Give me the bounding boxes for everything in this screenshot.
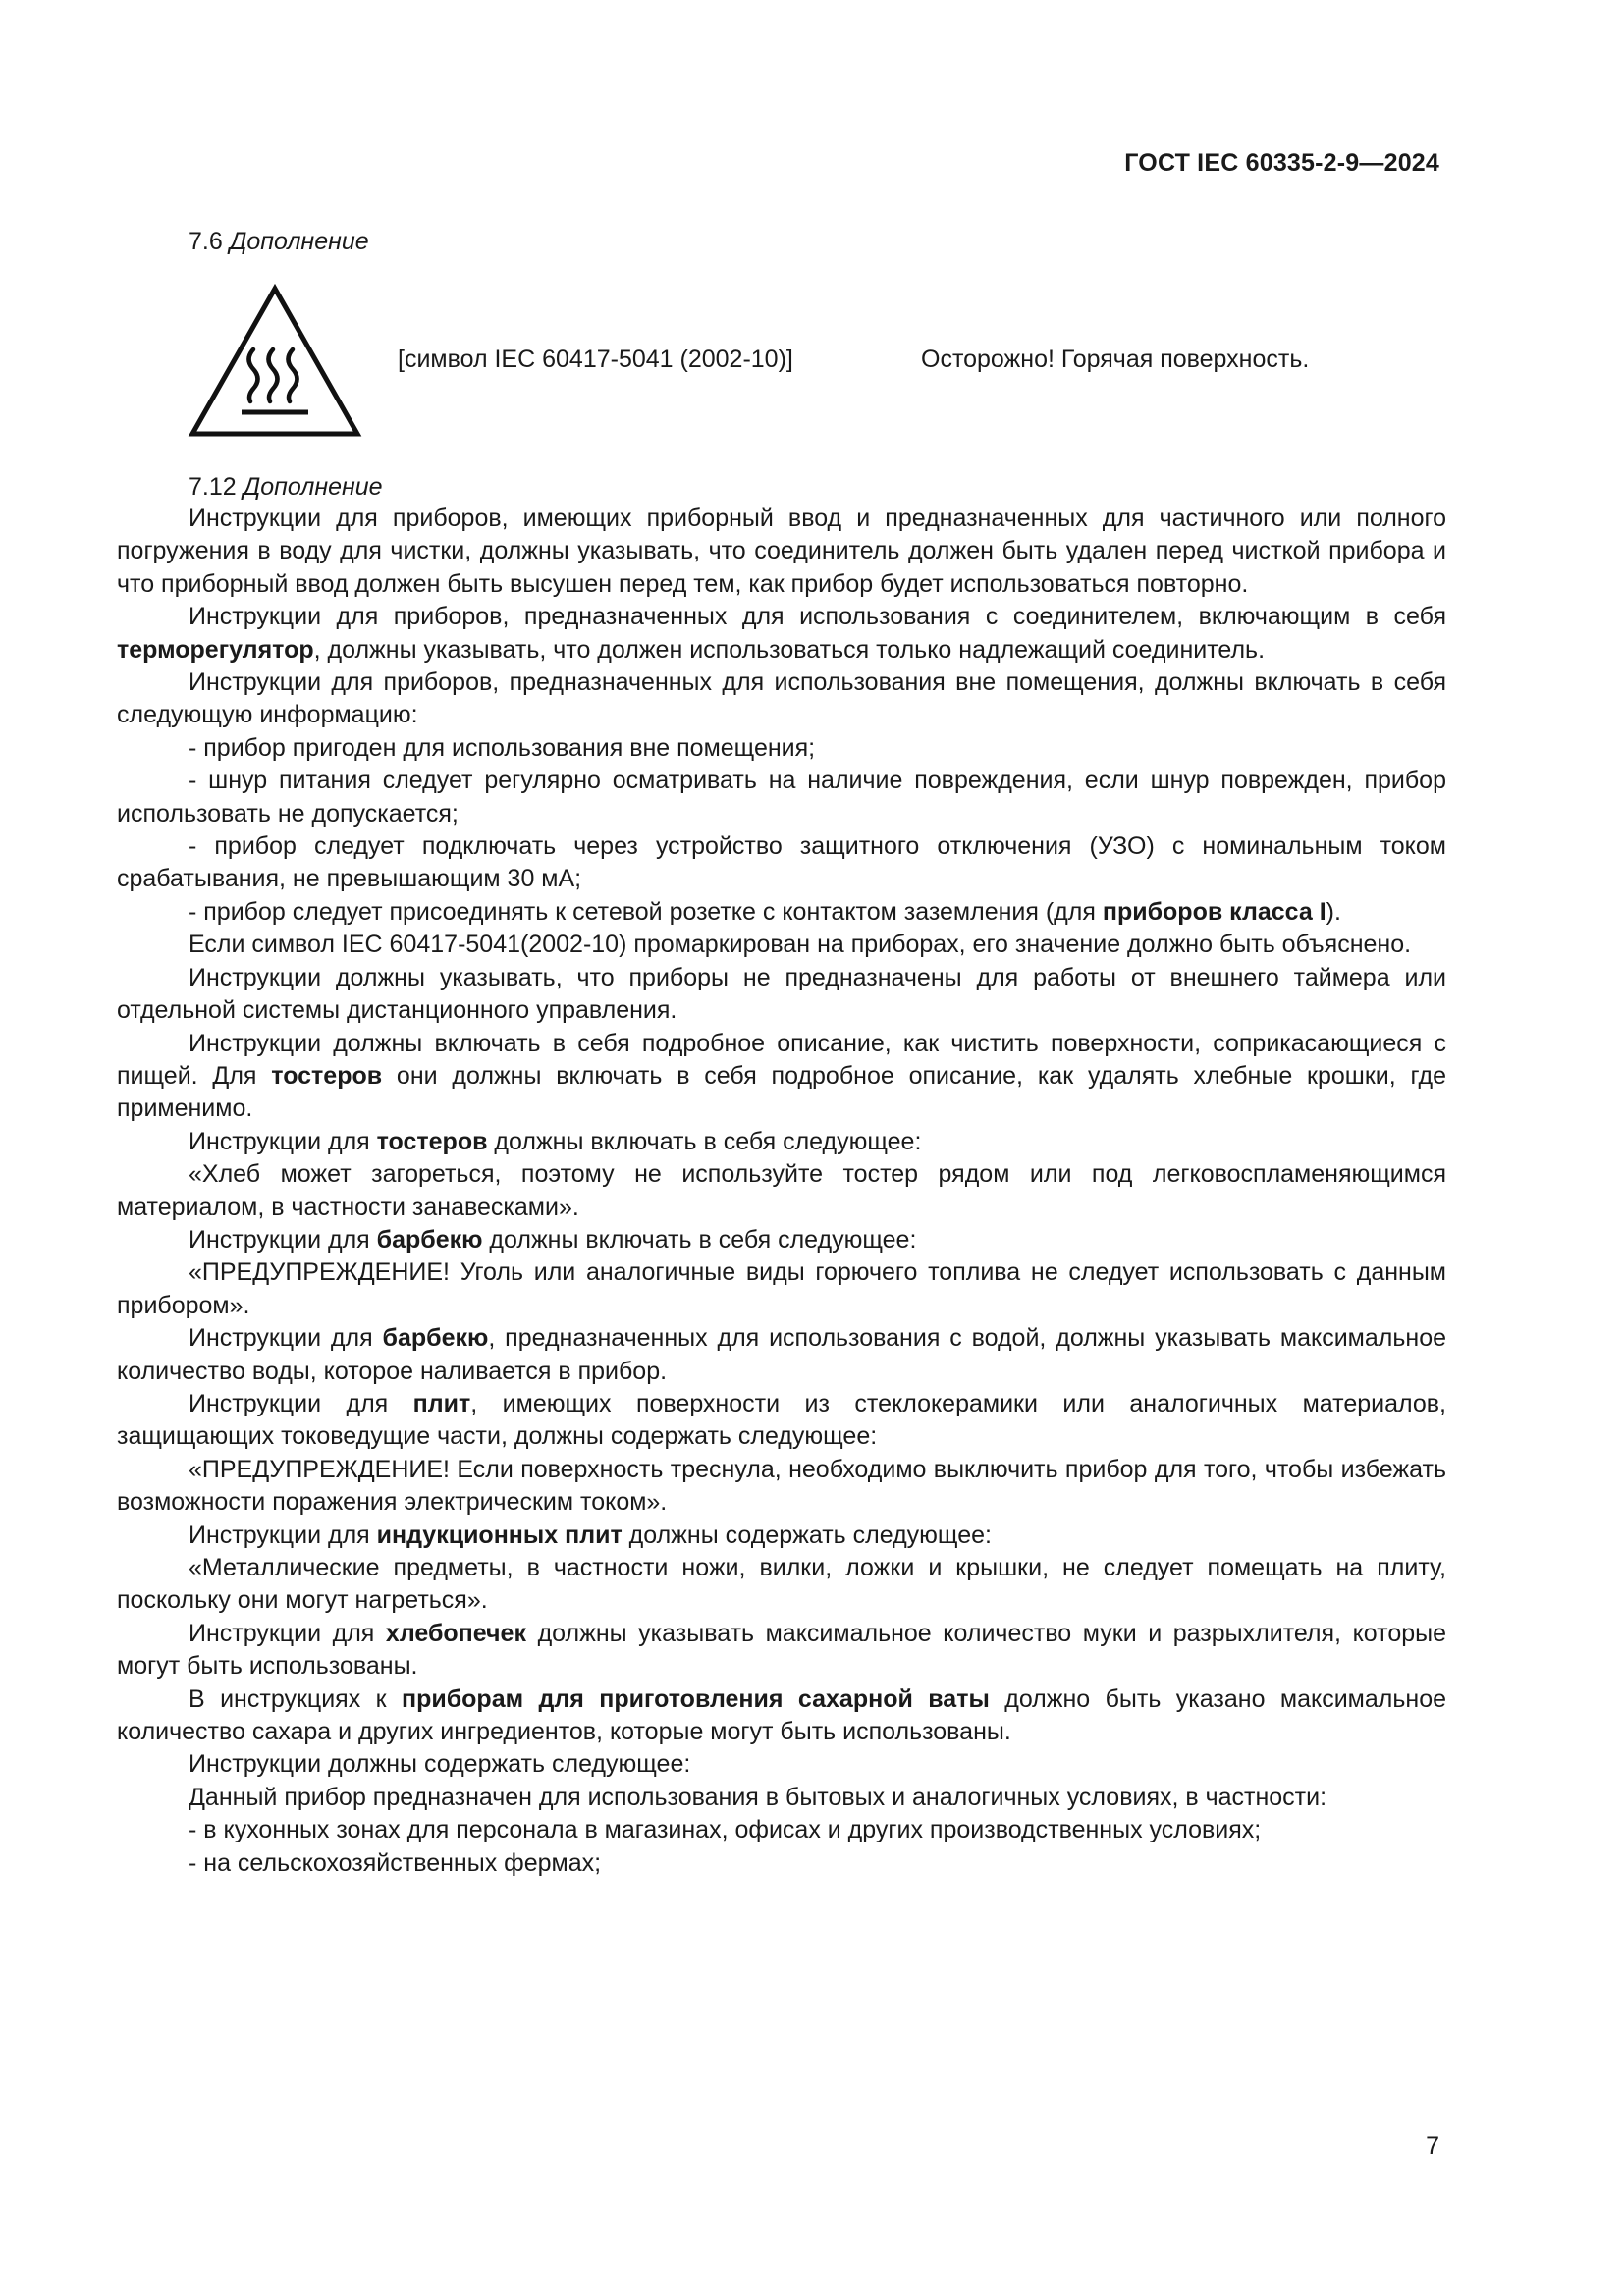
symbol-meaning: Осторожно! Горячая поверхность. bbox=[921, 346, 1310, 373]
paragraph bbox=[117, 1158, 1446, 1224]
paragraph bbox=[117, 1683, 1446, 1749]
text-run: Инструкции для приборов, предназначенных для использования с соединителем, включающим в себя bbox=[189, 603, 1446, 631]
document-code-header: ГОСТ IEC 60335-2-9—2024 bbox=[1124, 149, 1439, 177]
text-run: Инструкции для bbox=[189, 1389, 413, 1417]
text-run: должны включать в себя следующее: bbox=[482, 1225, 917, 1254]
text-run: - шнур питания следует регулярно осматривать на наличие повреждения, если шнур поврежден, прибор использовать не допускается; bbox=[117, 767, 1446, 828]
list-item bbox=[117, 765, 1446, 830]
section-number: 7.12 bbox=[189, 473, 237, 501]
paragraph bbox=[117, 1782, 1446, 1814]
text-run: Инструкции для bbox=[189, 1225, 377, 1254]
text-run: Инструкции для bbox=[189, 1324, 383, 1353]
text-run: должно быть указано максимальное количество сахара и других ингредиентов, которые могут быть использованы. bbox=[117, 1684, 1446, 1746]
text-run: - в кухонных зонах для персонала в магазинах, офисах и других производственных условиях; bbox=[189, 1816, 1262, 1844]
paragraph bbox=[117, 503, 1446, 601]
hot-surface-warning-icon bbox=[187, 283, 363, 440]
paragraph bbox=[117, 1748, 1446, 1781]
section-7-6-title bbox=[189, 228, 369, 256]
defined-term: барбекю bbox=[376, 1225, 483, 1254]
section-7-12-body bbox=[117, 503, 1446, 1880]
section-heading: Дополнение bbox=[243, 473, 383, 501]
text-run: Если символ IEC 60417-5041(2002-10) промаркирован на приборах, его значение должно быть объяснено. bbox=[189, 931, 1412, 959]
paragraph bbox=[117, 1552, 1446, 1618]
paragraph bbox=[117, 1126, 1446, 1158]
paragraph bbox=[117, 1520, 1446, 1552]
paragraph bbox=[117, 1618, 1446, 1683]
paragraph bbox=[117, 962, 1446, 1028]
paragraph bbox=[117, 1454, 1446, 1520]
text-run: В инструкциях к bbox=[189, 1684, 402, 1713]
defined-term: тостеров bbox=[271, 1061, 383, 1090]
paragraph bbox=[117, 667, 1446, 732]
text-run: ). bbox=[1326, 897, 1341, 926]
paragraph bbox=[117, 601, 1446, 667]
text-run: должны включать в себя следующее: bbox=[487, 1127, 922, 1155]
paragraph bbox=[117, 1388, 1446, 1454]
text-run: Инструкции должны указывать, что приборы не предназначены для работы от внешнего таймера или отдельной системы дистанционного управления. bbox=[117, 963, 1446, 1025]
text-run: , имеющих поверхности из стеклокерамики или аналогичных материалов, защищающих токоведущие части, должны содержать следующее: bbox=[117, 1389, 1446, 1451]
paragraph bbox=[117, 929, 1446, 961]
text-run: Инструкции для bbox=[189, 1619, 386, 1647]
paragraph bbox=[117, 1224, 1446, 1256]
text-run: - прибор пригоден для использования вне помещения; bbox=[189, 733, 816, 762]
text-run: они должны включать в себя подробное описание, как удалять хлебные крошки, где применимо. bbox=[117, 1061, 1446, 1123]
list-item bbox=[117, 732, 1446, 765]
section-number: 7.6 bbox=[189, 228, 223, 255]
text-run: «Хлеб может загореться, поэтому не используйте тостер рядом или под легковоспламеняющимся материалом, в частности занавесками». bbox=[117, 1160, 1446, 1221]
text-run: должны содержать следующее: bbox=[622, 1521, 992, 1549]
section-7-12-title bbox=[189, 473, 383, 502]
defined-term: барбекю bbox=[382, 1324, 489, 1353]
text-run: «Металлические предметы, в частности ножи, вилки, ложки и крышки, не следует помещать на плиту, поскольку они могут нагреться». bbox=[117, 1554, 1446, 1615]
text-run: «ПРЕДУПРЕЖДЕНИЕ! Если поверхность треснула, необходимо выключить прибор для того, чтобы избежать возможности поражения электрическим током». bbox=[117, 1455, 1446, 1517]
page-number: 7 bbox=[1426, 2132, 1439, 2160]
section-heading: Дополнение bbox=[229, 228, 369, 255]
list-item bbox=[117, 896, 1446, 929]
text-run: Инструкции для bbox=[189, 1521, 377, 1549]
paragraph bbox=[117, 1028, 1446, 1126]
text-run: Инструкции должны включать в себя подробное описание, как чистить поверхности, соприкасающиеся с пищей. Для bbox=[117, 1029, 1446, 1090]
text-run: Инструкции для приборов, предназначенных для использования вне помещения, должны включать в себя следующую информацию: bbox=[117, 668, 1446, 729]
list-item bbox=[117, 1814, 1446, 1846]
text-run: , предназначенных для использования с водой, должны указывать максимальное количество воды, которое наливается в прибор. bbox=[117, 1324, 1447, 1385]
text-run: - на сельскохозяйственных фермах; bbox=[189, 1848, 602, 1877]
defined-term: индукционных плит bbox=[376, 1521, 623, 1549]
defined-term: хлебопечек bbox=[385, 1619, 526, 1647]
list-item bbox=[117, 1847, 1446, 1880]
text-run: «ПРЕДУПРЕЖДЕНИЕ! Уголь или аналогичные виды горючего топлива не следует использовать с данным прибором». bbox=[117, 1258, 1446, 1319]
defined-term: приборов класса I bbox=[1102, 897, 1326, 926]
symbol-reference: [символ IEC 60417-5041 (2002-10)] bbox=[398, 346, 793, 373]
defined-term: тостеров bbox=[376, 1127, 488, 1155]
hot-surface-symbol-row bbox=[187, 283, 1463, 450]
text-run: Данный прибор предназначен для использования в бытовых и аналогичных условиях, в частности: bbox=[189, 1783, 1327, 1811]
text-run: - прибор следует присоединять к сетевой розетке с контактом заземления (для bbox=[189, 897, 1103, 926]
text-run: должны указывать максимальное количество муки и разрыхлителя, которые могут быть использованы. bbox=[117, 1619, 1447, 1681]
defined-term: приборам для приготовления сахарной ваты bbox=[401, 1684, 990, 1713]
text-run: Инструкции для приборов, имеющих приборный ввод и предназначенных для частичного или полного погружения в воду для чистки, должны указывать, что соединитель должен быть удален перед чисткой прибора и что приборный ввод должен быть высушен перед тем, как прибор будет использоваться повторно. bbox=[117, 505, 1446, 598]
list-item bbox=[117, 830, 1446, 896]
text-run: - прибор следует подключать через устройство защитного отключения (УЗО) с номинальным током срабатывания, не превышающим 30 мА; bbox=[117, 832, 1446, 893]
text-run: Инструкции должны содержать следующее: bbox=[189, 1750, 691, 1779]
defined-term: терморегулятор bbox=[117, 635, 314, 664]
text-run: , должны указывать, что должен использоваться только надлежащий соединитель. bbox=[313, 635, 1266, 664]
text-run: Инструкции для bbox=[189, 1127, 377, 1155]
paragraph bbox=[117, 1322, 1446, 1388]
paragraph bbox=[117, 1256, 1446, 1322]
defined-term: плит bbox=[412, 1389, 471, 1417]
